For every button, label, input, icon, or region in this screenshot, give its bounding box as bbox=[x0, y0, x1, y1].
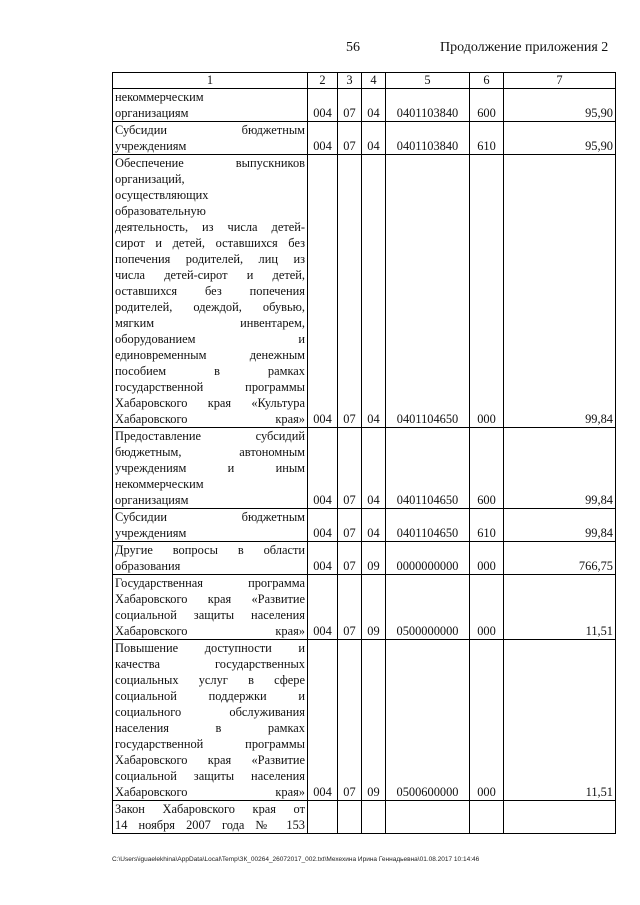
amount-cell bbox=[504, 801, 616, 834]
target-article-cell: 0401104650 bbox=[386, 155, 470, 428]
expense-type-cell: 000 bbox=[470, 575, 504, 640]
description-line: Повышение доступности и bbox=[115, 641, 305, 655]
page-number: 56 bbox=[346, 40, 360, 55]
table-row bbox=[113, 509, 616, 542]
description-line: государственной программы bbox=[115, 737, 305, 751]
description-line: бюджетным, автономным bbox=[115, 445, 305, 459]
description-cell bbox=[113, 640, 308, 801]
section-code-cell bbox=[308, 801, 338, 834]
chapter-code-cell: 07 bbox=[338, 640, 362, 801]
description-line: Хабаровского края» bbox=[115, 624, 305, 638]
page-caption: Продолжение приложения 2 bbox=[440, 40, 609, 55]
description-line: родителей, одеждой, обувью, bbox=[115, 300, 305, 314]
chapter-code-cell: 07 bbox=[338, 542, 362, 575]
description-line: единовременным денежным bbox=[115, 348, 305, 362]
expense-type-cell: 000 bbox=[470, 155, 504, 428]
target-article-cell: 0401103840 bbox=[386, 122, 470, 155]
expense-type-cell: 610 bbox=[470, 122, 504, 155]
chapter-code-cell: 07 bbox=[338, 89, 362, 122]
description-line: Предоставление субсидий bbox=[115, 429, 305, 443]
description-line: социального обслуживания bbox=[115, 705, 305, 719]
section-code-cell: 004 bbox=[308, 509, 338, 542]
table-header-row bbox=[113, 73, 616, 89]
section-code-cell: 004 bbox=[308, 575, 338, 640]
description-line: качества государственных bbox=[115, 657, 305, 671]
subchapter-code-cell: 09 bbox=[362, 575, 386, 640]
amount-cell: 95,90 bbox=[504, 89, 616, 122]
description-line: деятельность, из числа детей- bbox=[115, 220, 305, 234]
description-line: Хабаровского края» bbox=[115, 785, 305, 799]
description-line: оборудованием и bbox=[115, 332, 305, 346]
column-header: 5 bbox=[386, 73, 470, 89]
expense-type-cell: 600 bbox=[470, 89, 504, 122]
subchapter-code-cell bbox=[362, 801, 386, 834]
expense-type-cell bbox=[470, 801, 504, 834]
column-header: 3 bbox=[338, 73, 362, 89]
description-line: Государственная программа bbox=[115, 576, 305, 590]
description-line: Другие вопросы в области bbox=[115, 543, 305, 557]
description-line: организациям bbox=[115, 493, 189, 507]
table-row bbox=[113, 155, 616, 428]
expense-type-cell: 000 bbox=[470, 542, 504, 575]
target-article-cell: 0000000000 bbox=[386, 542, 470, 575]
description-line: социальной поддержки и bbox=[115, 689, 305, 703]
amount-cell: 99,84 bbox=[504, 428, 616, 509]
description-line: числа детей-сирот и детей, bbox=[115, 268, 305, 282]
section-code-cell: 004 bbox=[308, 89, 338, 122]
description-cell bbox=[113, 575, 308, 640]
expense-type-cell: 600 bbox=[470, 428, 504, 509]
amount-cell: 11,51 bbox=[504, 640, 616, 801]
column-header: 2 bbox=[308, 73, 338, 89]
description-line: Хабаровского края» bbox=[115, 412, 305, 426]
description-line: государственной программы bbox=[115, 380, 305, 394]
amount-cell: 95,90 bbox=[504, 122, 616, 155]
file-path-footer: C:\Users\iguaelekhina\AppData\Local\Temp\ЗК_00264_26072017_002.txt\Мехехина Ирина Геннадьевна\01.08.2017 10:14:46 bbox=[112, 856, 480, 863]
description-line: образования bbox=[115, 559, 181, 573]
target-article-cell: 0401103840 bbox=[386, 89, 470, 122]
description-line: сирот и детей, оставшихся без bbox=[115, 236, 305, 250]
description-line: социальных услуг в сфере bbox=[115, 673, 305, 687]
target-article-cell: 0500600000 bbox=[386, 640, 470, 801]
description-line: Хабаровского края «Развитие bbox=[115, 592, 305, 606]
section-code-cell: 004 bbox=[308, 640, 338, 801]
amount-cell: 11,51 bbox=[504, 575, 616, 640]
table-row bbox=[113, 575, 616, 640]
target-article-cell bbox=[386, 801, 470, 834]
description-cell bbox=[113, 428, 308, 509]
column-header: 6 bbox=[470, 73, 504, 89]
description-line: 14 ноября 2007 года № 153 bbox=[115, 818, 305, 832]
table-row bbox=[113, 428, 616, 509]
subchapter-code-cell: 04 bbox=[362, 89, 386, 122]
description-line: пособием в рамках bbox=[115, 364, 305, 378]
expense-type-cell: 000 bbox=[470, 640, 504, 801]
table-row bbox=[113, 122, 616, 155]
amount-cell: 99,84 bbox=[504, 509, 616, 542]
chapter-code-cell: 07 bbox=[338, 428, 362, 509]
chapter-code-cell bbox=[338, 801, 362, 834]
subchapter-code-cell: 04 bbox=[362, 509, 386, 542]
subchapter-code-cell: 09 bbox=[362, 542, 386, 575]
description-line: учреждениям bbox=[115, 526, 187, 540]
column-header: 4 bbox=[362, 73, 386, 89]
table-row bbox=[113, 542, 616, 575]
description-line: Хабаровского края «Развитие bbox=[115, 753, 305, 767]
description-line: организаций, bbox=[115, 172, 185, 186]
description-line: некоммерческим bbox=[115, 477, 204, 491]
description-cell bbox=[113, 89, 308, 122]
section-code-cell: 004 bbox=[308, 122, 338, 155]
description-line: учреждениям и иным bbox=[115, 461, 305, 475]
description-line: образовательную bbox=[115, 204, 206, 218]
description-line: социальной защиты населения bbox=[115, 608, 305, 622]
chapter-code-cell: 07 bbox=[338, 575, 362, 640]
table-row bbox=[113, 801, 616, 834]
target-article-cell: 0401104650 bbox=[386, 509, 470, 542]
subchapter-code-cell: 04 bbox=[362, 428, 386, 509]
table-row bbox=[113, 89, 616, 122]
table-row bbox=[113, 640, 616, 801]
description-line: Хабаровского края «Культура bbox=[115, 396, 305, 410]
target-article-cell: 0401104650 bbox=[386, 428, 470, 509]
description-line: некоммерческим bbox=[115, 90, 204, 104]
chapter-code-cell: 07 bbox=[338, 122, 362, 155]
table-body bbox=[113, 73, 616, 834]
amount-cell: 99,84 bbox=[504, 155, 616, 428]
description-line: оставшихся без попечения bbox=[115, 284, 305, 298]
description-line: населения в рамках bbox=[115, 721, 305, 735]
description-line: социальной защиты населения bbox=[115, 769, 305, 783]
description-line: Субсидии бюджетным bbox=[115, 510, 305, 524]
section-code-cell: 004 bbox=[308, 428, 338, 509]
description-line: организациям bbox=[115, 106, 189, 120]
description-line: осуществляющих bbox=[115, 188, 209, 202]
expense-type-cell: 610 bbox=[470, 509, 504, 542]
description-line: Субсидии бюджетным bbox=[115, 123, 305, 137]
description-line: учреждениям bbox=[115, 139, 187, 153]
subchapter-code-cell: 09 bbox=[362, 640, 386, 801]
subchapter-code-cell: 04 bbox=[362, 155, 386, 428]
amount-cell: 766,75 bbox=[504, 542, 616, 575]
budget-table bbox=[112, 72, 616, 834]
description-cell bbox=[113, 542, 308, 575]
target-article-cell: 0500000000 bbox=[386, 575, 470, 640]
section-code-cell: 004 bbox=[308, 542, 338, 575]
section-code-cell: 004 bbox=[308, 155, 338, 428]
description-cell bbox=[113, 801, 308, 834]
column-header: 1 bbox=[113, 73, 308, 89]
description-line: мягким инвентарем, bbox=[115, 316, 305, 330]
description-cell bbox=[113, 122, 308, 155]
chapter-code-cell: 07 bbox=[338, 509, 362, 542]
column-header: 7 bbox=[504, 73, 616, 89]
subchapter-code-cell: 04 bbox=[362, 122, 386, 155]
chapter-code-cell: 07 bbox=[338, 155, 362, 428]
description-line: Обеспечение выпускников bbox=[115, 156, 305, 170]
description-cell bbox=[113, 509, 308, 542]
description-cell bbox=[113, 155, 308, 428]
description-line: Закон Хабаровского края от bbox=[115, 802, 305, 816]
description-line: попечения родителей, лиц из bbox=[115, 252, 305, 266]
